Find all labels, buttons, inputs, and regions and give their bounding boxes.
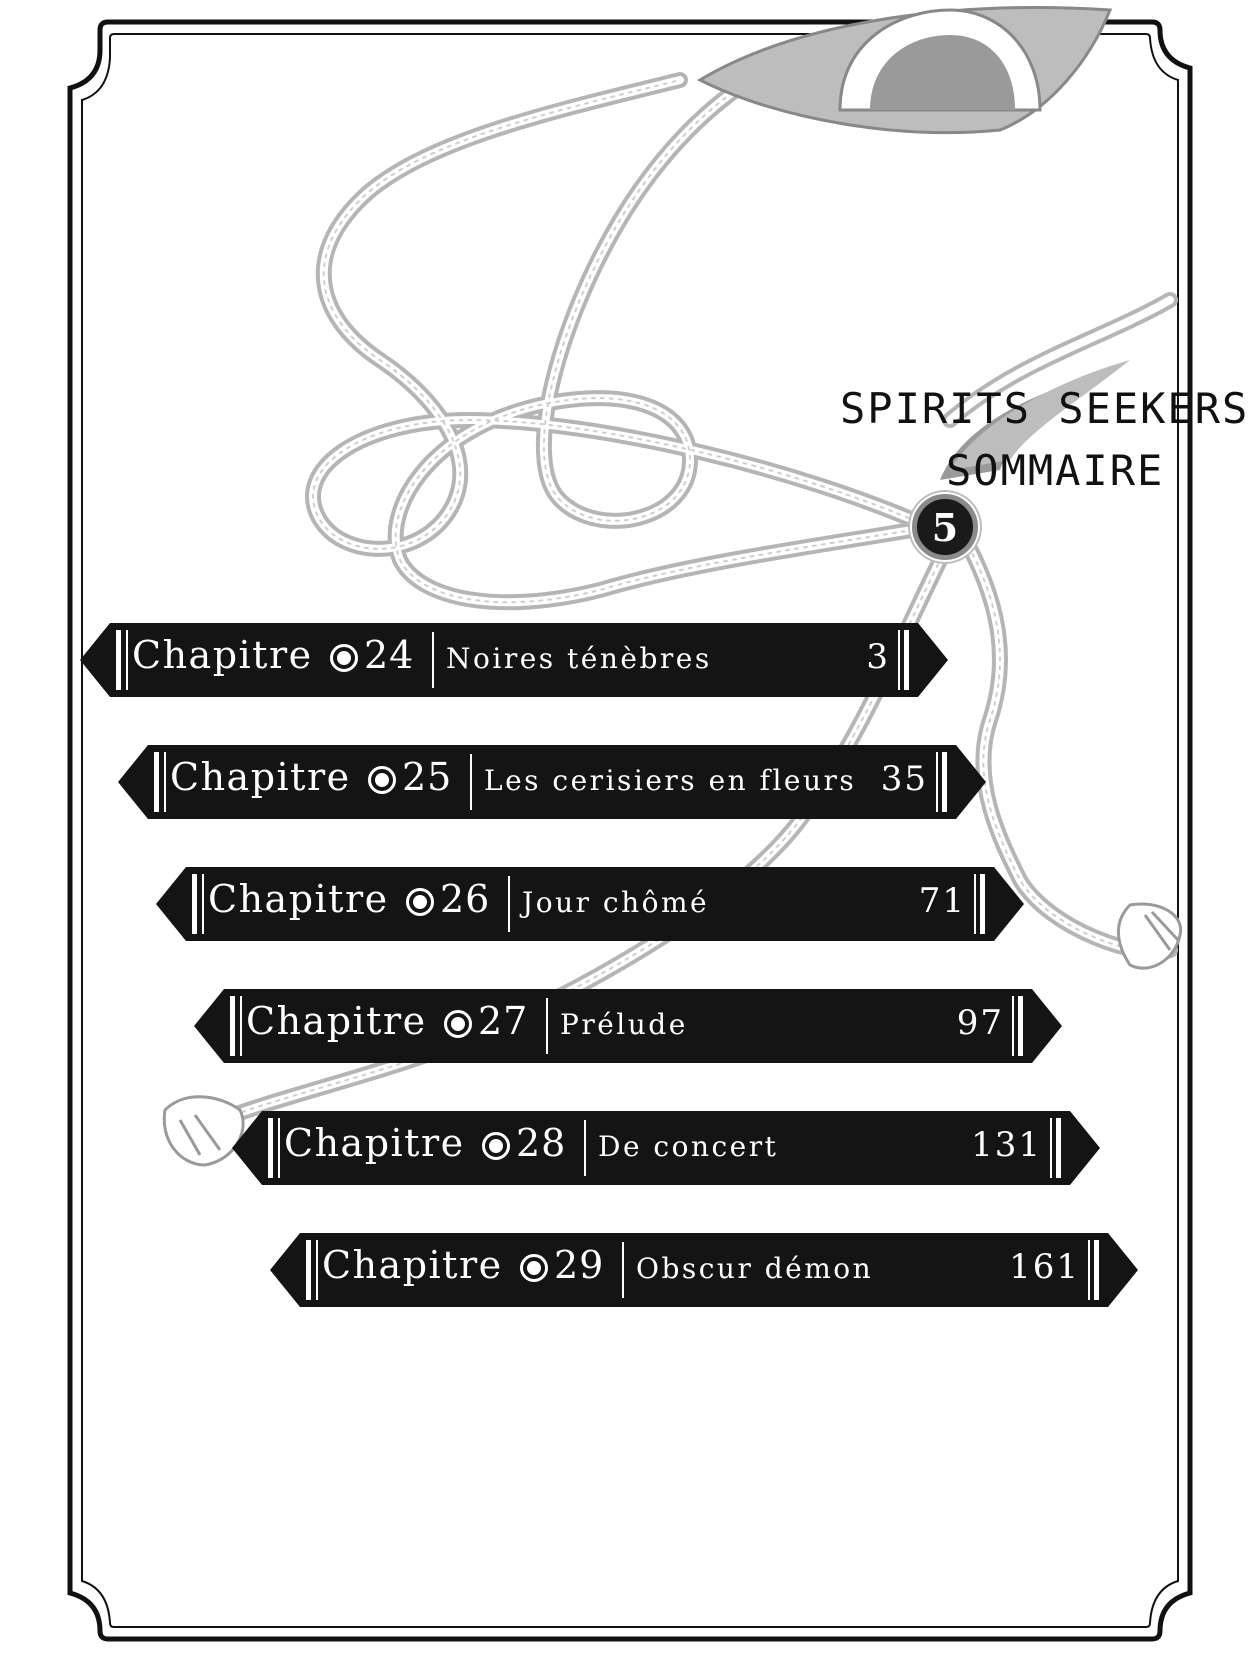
chapter-entry[interactable]: [156, 865, 1024, 943]
chapter-label: Chapitre: [322, 1243, 503, 1287]
eye-ornament: [700, 8, 1110, 133]
tassel-icon: [1118, 904, 1180, 968]
chapter-page-number: 97: [956, 1003, 1004, 1043]
chapter-number: 25: [402, 755, 453, 799]
chapter-title: Prélude: [560, 1008, 688, 1041]
chapter-label: Chapitre: [170, 755, 351, 799]
chapter-number: 26: [440, 877, 491, 921]
chapter-page-number: 35: [880, 759, 928, 799]
chapter-title: De concert: [598, 1130, 779, 1163]
chapter-label: Chapitre: [284, 1121, 465, 1165]
chapter-entry[interactable]: [118, 743, 986, 821]
chapter-entry[interactable]: [270, 1231, 1138, 1309]
chapter-page-number: 161: [1009, 1247, 1080, 1287]
bullet-circle-icon: [520, 1254, 548, 1282]
volume-number-badge: 5: [912, 494, 978, 560]
bullet-circle-icon: [368, 766, 396, 794]
series-title: SPIRITS SEEKERS: [840, 384, 1249, 433]
chapter-entry[interactable]: [194, 987, 1062, 1065]
chapter-entry[interactable]: [80, 621, 948, 699]
bullet-circle-icon: [444, 1010, 472, 1038]
chapter-title: Jour chômé: [522, 886, 710, 919]
chapter-label: Chapitre: [208, 877, 389, 921]
chapter-number: 24: [364, 633, 415, 677]
chapter-number: 29: [554, 1243, 605, 1287]
chapter-page-number: 71: [918, 881, 966, 921]
chapter-entry[interactable]: [232, 1109, 1100, 1187]
chapter-page-number: 131: [971, 1125, 1042, 1165]
chapter-page-number: 3: [866, 637, 890, 677]
chapter-title: Noires ténèbres: [446, 642, 712, 675]
chapter-title: Les cerisiers en fleurs: [484, 764, 857, 797]
bullet-circle-icon: [482, 1132, 510, 1160]
chapter-number: 27: [478, 999, 529, 1043]
chapter-number: 28: [516, 1121, 567, 1165]
chapter-title: Obscur démon: [636, 1252, 874, 1285]
page-subtitle: SOMMAIRE: [946, 446, 1165, 495]
bullet-circle-icon: [330, 644, 358, 672]
chapter-label: Chapitre: [132, 633, 313, 677]
chapter-label: Chapitre: [246, 999, 427, 1043]
bullet-circle-icon: [406, 888, 434, 916]
